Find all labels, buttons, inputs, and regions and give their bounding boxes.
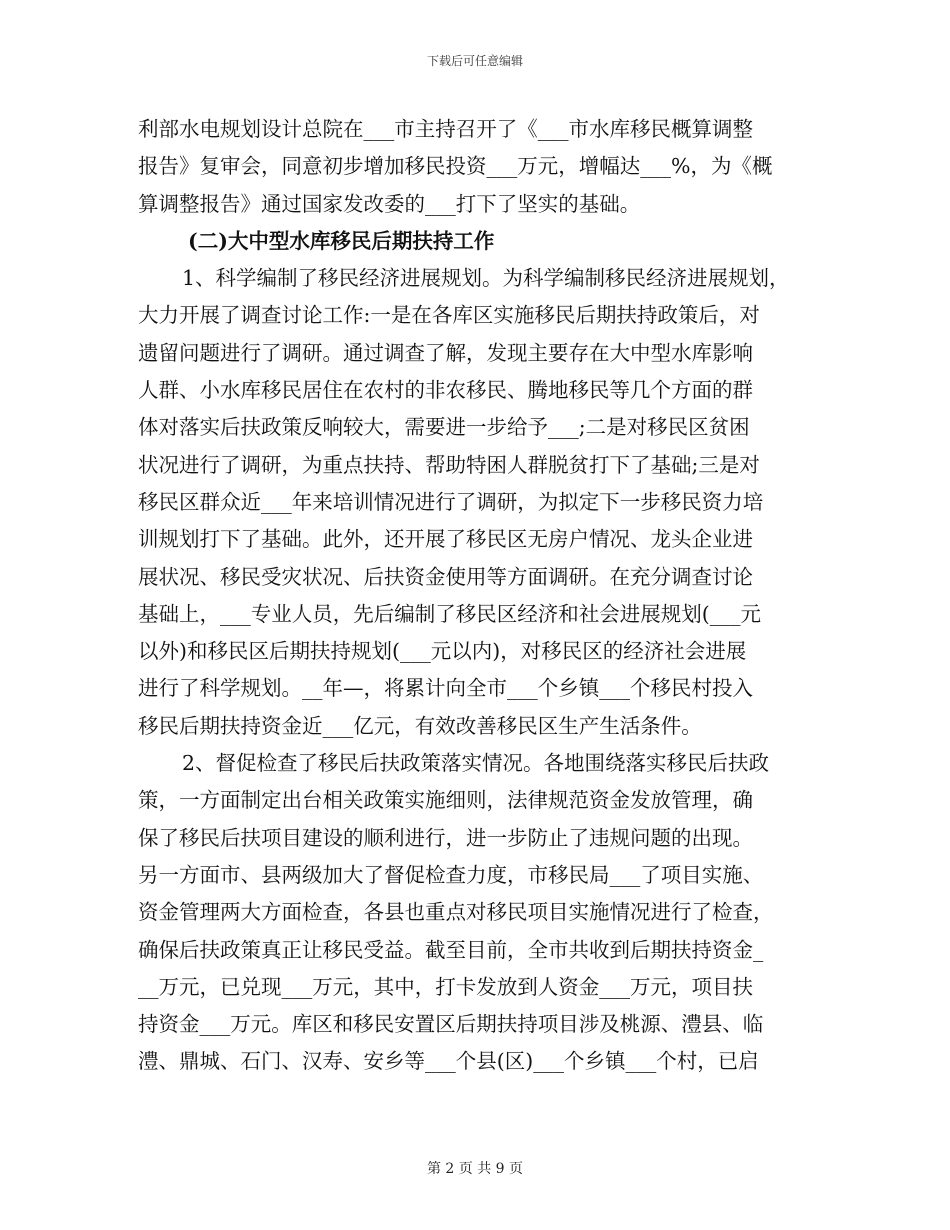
text-line: 展状况、移民受灾状况、后扶资金使用等方面调研。在充分调查讨论: [138, 564, 753, 589]
text-line: 大力开展了调查讨论工作:一是在各库区实施移民后期扶持政策后，对: [138, 303, 760, 328]
text-line: 状况进行了调研，为重点扶持、帮助特困人群脱贫打下了基础;三是对: [138, 452, 760, 477]
paragraph-first-line: 2、督促检查了移民后扶政策落实情况。各地围绕落实移民后扶政: [182, 751, 770, 776]
document-body: [138, 111, 818, 1081]
text-line: 算调整报告》通过国家发改委的___打下了坚实的基础。: [138, 191, 641, 216]
text-line: 基础上，___专业人员，先后编制了移民区经济和社会进展规划(___元: [138, 601, 761, 626]
text-line: 保了移民后扶项目建设的顺利进行，进一步防止了违规问题的出现。: [138, 825, 753, 850]
text-line: 遗留问题进行了调研。通过调查了解，发现主要存在大中型水库影响: [138, 340, 753, 365]
paragraph-first-line: 1、科学编制了移民经济进展规划。为科学编制移民经济进展规划，: [182, 266, 790, 291]
text-line: 人群、小水库移民居住在农村的非农移民、腾地移民等几个方面的群: [138, 378, 753, 403]
page-header-note: 下载后可任意编辑: [426, 54, 523, 68]
section-heading: (二)大中型水库移民后期扶持工作: [188, 228, 495, 253]
page-number: 第 2 页 共 9 页: [426, 1161, 524, 1177]
text-line: 进行了科学规划。__年—，将累计向全市___个乡镇___个移民村投入: [138, 676, 753, 701]
text-line: 确保后扶政策真正让移民受益。截至目前，全市共收到后期扶持资金_: [138, 937, 764, 962]
text-line: 以外)和移民区后期扶持规划(___元以内)，对移民区的经济社会进展: [138, 639, 747, 664]
text-line: 利部水电规划设计总院在___市主持召开了《___市水库移民概算调整: [138, 117, 753, 141]
text-line: __万元，已兑现___万元，其中，打卡发放到人资金___万元，项目扶: [138, 974, 753, 999]
text-line: 报告》复审会，同意初步增加移民投资___万元，增幅达___%，为《概: [138, 154, 773, 179]
text-line: 资金管理两大方面检查，各县也重点对移民项目实施情况进行了检查，: [138, 900, 774, 925]
text-line: 另一方面市、县两级加大了督促检查力度，市移民局___了项目实施、: [138, 862, 764, 887]
text-line: 体对落实后扶政策反响较大，需要进一步给予___;二是对移民区贫困: [138, 415, 750, 440]
text-line: 策，一方面制定出台相关政策实施细则，法律规范资金发放管理，确: [138, 788, 753, 813]
text-line: 移民后期扶持资金近___亿元，有效改善移民区生产生活条件。: [138, 713, 702, 738]
text-line: 移民区群众近___年来培训情况进行了调研，为拟定下一步移民资力培: [138, 489, 764, 514]
text-line: 持资金___万元。库区和移民安置区后期扶持项目涉及桃源、澧县、临: [138, 1012, 764, 1037]
text-line: 训规划打下了基础。此外，还开展了移民区无房户情况、龙头企业进: [138, 527, 753, 552]
text-line: 澧、鼎城、石门、汉寿、安乡等___个县(区)___个乡镇___个村，已启: [138, 1049, 759, 1074]
